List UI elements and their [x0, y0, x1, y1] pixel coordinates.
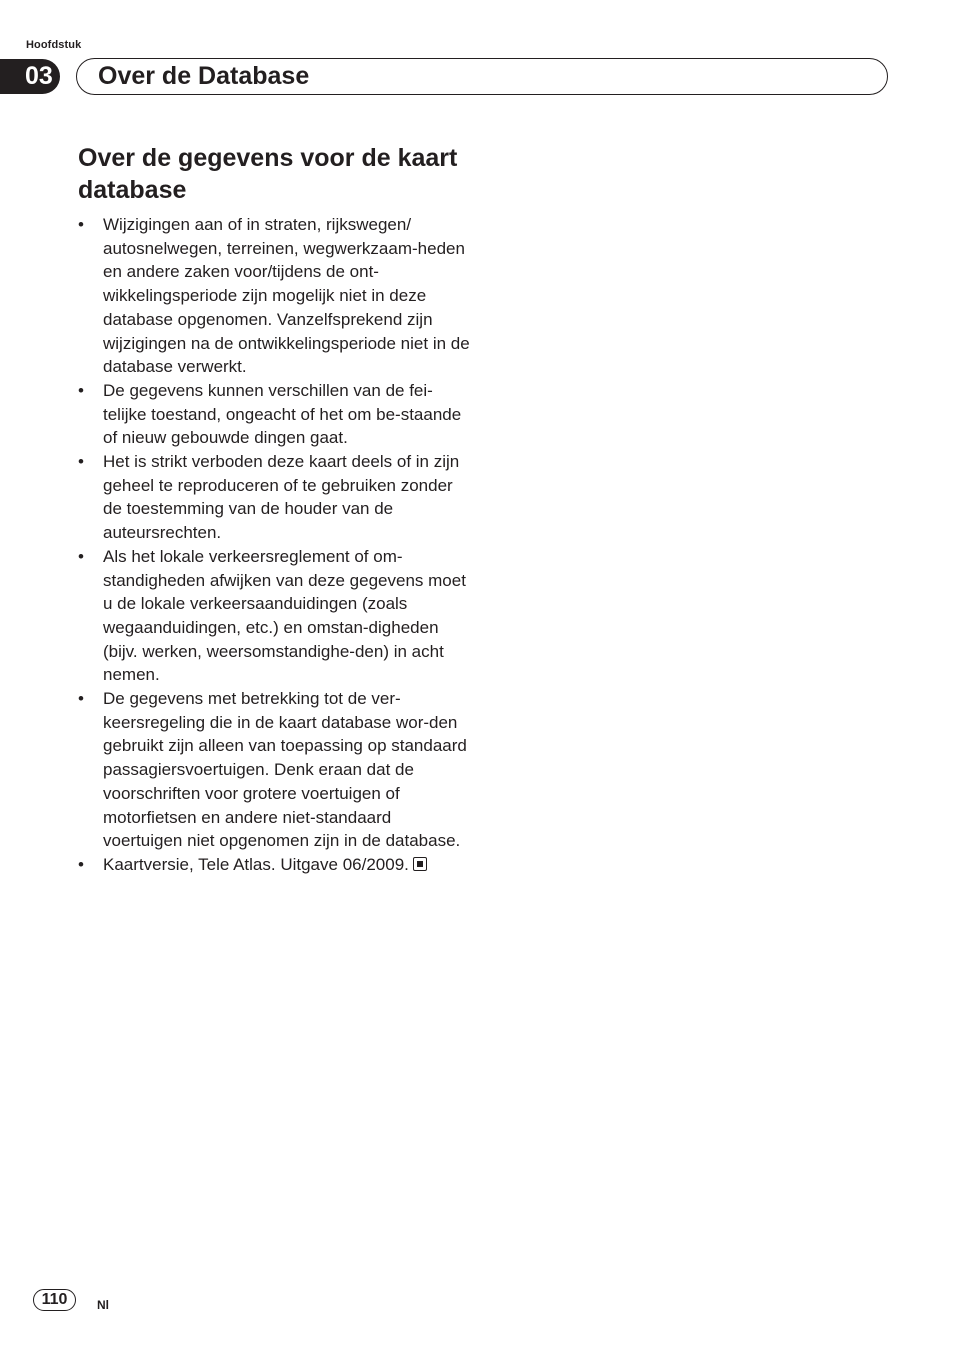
bullet-dot: •: [78, 452, 84, 472]
page-number: 110: [33, 1289, 76, 1311]
list-item: [78, 687, 470, 853]
list-item: [78, 545, 470, 687]
list-item-text: De gegevens kunnen verschillen van de fei-telijke toestand, ongeacht of het om be-staande of nieuw gebouwde dingen gaat.: [103, 380, 462, 448]
list-item: [78, 213, 470, 379]
end-of-section-icon: [413, 857, 427, 871]
bullet-dot: •: [78, 215, 84, 234]
bullet-dot: •: [78, 854, 84, 874]
list-item-text: Wijzigingen aan of in straten, rijkswegen/ autosnelwegen, terreinen, wegwerkzaam-heden en andere zaken voor/tijdens de ont-wikkelingsperiode zijn mogelijk niet in deze database opgenomen. Vanzelfsprekend zijn wijzigingen na de ontwikkelingsperiode niet in de database verwerkt.: [103, 215, 470, 377]
bullet-dot: •: [78, 380, 84, 400]
list-item: [78, 853, 470, 877]
chapter-label: Hoofdstuk: [26, 39, 82, 51]
bullet-dot: •: [78, 689, 84, 709]
chapter-title: Over de Database: [98, 62, 310, 90]
bullet-list: [78, 213, 470, 877]
list-item-text: De gegevens met betrekking tot de ver-keersregeling die in de kaart database wor-den gebruikt zijn alleen van toepassing op standaard passagiersvoertuigen. Denk eraan dat de voorschriften voor grotere voertuigen of motorfietsen en andere niet-standaard voertuigen niet opgenomen zijn in de database.: [103, 689, 467, 851]
section-title: Over de gegevens voor de kaart database: [78, 144, 458, 204]
language-code: Nl: [97, 1298, 109, 1312]
list-item: [78, 450, 470, 545]
list-item-text: Als het lokale verkeersreglement of om-standigheden afwijken van deze gegevens moet u de lokale verkeersaanduidingen (zoals wegaanduidingen, etc.) en omstan-digheden (bijv. werken, weersomstandighe-den) in acht nemen.: [103, 546, 466, 685]
bullet-dot: •: [78, 546, 84, 566]
list-item: [78, 379, 470, 450]
list-item-text: Kaartversie, Tele Atlas. Uitgave 06/2009.: [103, 854, 409, 874]
list-item-text: Het is strikt verboden deze kaart deels of in zijn geheel te reproduceren of te gebruiken zonder de toestemming van de houder van de auteursrechten.: [103, 452, 460, 543]
chapter-number-badge: 03: [0, 59, 60, 94]
